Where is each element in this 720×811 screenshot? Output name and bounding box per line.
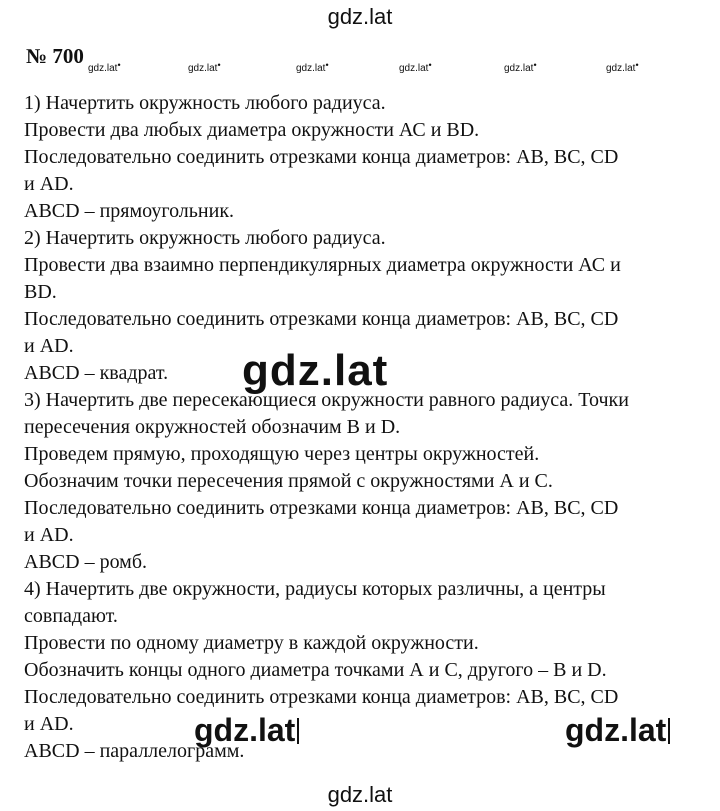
text-line: ABCD – параллелограмм. — [24, 740, 245, 762]
text-line: 3) Начертить две пересекающиеся окружности равного радиуса. Точки — [24, 389, 629, 411]
text-line: и AD. — [24, 173, 74, 195]
text-line: Последовательно соединить отрезками конца диаметров: АВ, ВС, CD — [24, 686, 619, 708]
text-line: Провести два любых диаметра окружности АС и BD. — [24, 119, 480, 141]
text-line: Провести два взаимно перпендикулярных диаметра окружности АС и — [24, 254, 621, 276]
text-line: ABCD – ромб. — [24, 551, 148, 573]
watermark-center: gdz.lat — [242, 346, 389, 395]
small-watermark: gdz.lat• — [606, 60, 639, 74]
text-line: пересечения окружностей обозначим В и D. — [24, 416, 401, 438]
small-watermark: gdz.lat• — [296, 60, 329, 74]
small-watermark: gdz.lat• — [399, 60, 432, 74]
solution-text — [24, 90, 704, 765]
text-line: Провести по одному диаметру в каждой окружности. — [24, 632, 479, 654]
watermark-top: gdz.lat — [327, 4, 393, 29]
text-line: Проведем прямую, проходящую через центры окружностей. — [24, 443, 540, 465]
small-watermark: gdz.lat• — [88, 60, 121, 74]
text-line: Последовательно соединить отрезками конца диаметров: АВ, ВС, CD — [24, 146, 619, 168]
text-line: Последовательно соединить отрезками конца диаметров: АВ, ВС, CD — [24, 497, 619, 519]
watermark-bottom-left: gdz.lat — [194, 712, 299, 749]
text-line: ABCD – квадрат. — [24, 362, 169, 384]
text-line: Последовательно соединить отрезками конца диаметров: АВ, ВС, CD — [24, 308, 619, 330]
text-line: Обозначим точки пересечения прямой с окружностями А и С. — [24, 470, 553, 492]
text-line: совпадают. — [24, 605, 118, 627]
text-line: и AD. — [24, 524, 74, 546]
text-line: ABCD – прямоугольник. — [24, 200, 235, 222]
text-line: и AD. — [24, 335, 74, 357]
small-watermark: gdz.lat• — [188, 60, 221, 74]
watermark-bottom-right: gdz.lat — [565, 712, 670, 749]
task-header — [26, 44, 706, 74]
text-line: и AD. — [24, 713, 74, 735]
text-line: BD. — [24, 281, 57, 303]
watermark-bottom: gdz.lat — [327, 782, 393, 807]
text-line: Обозначить концы одного диаметра точками А и С, другого – В и D. — [24, 659, 607, 681]
text-line: 1) Начертить окружность любого радиуса. — [24, 92, 386, 114]
text-line: 4) Начертить две окружности, радиусы которых различны, а центры — [24, 578, 606, 600]
task-number: № 700 — [26, 44, 84, 68]
small-watermark: gdz.lat• — [504, 60, 537, 74]
text-line: 2) Начертить окружность любого радиуса. — [24, 227, 386, 249]
